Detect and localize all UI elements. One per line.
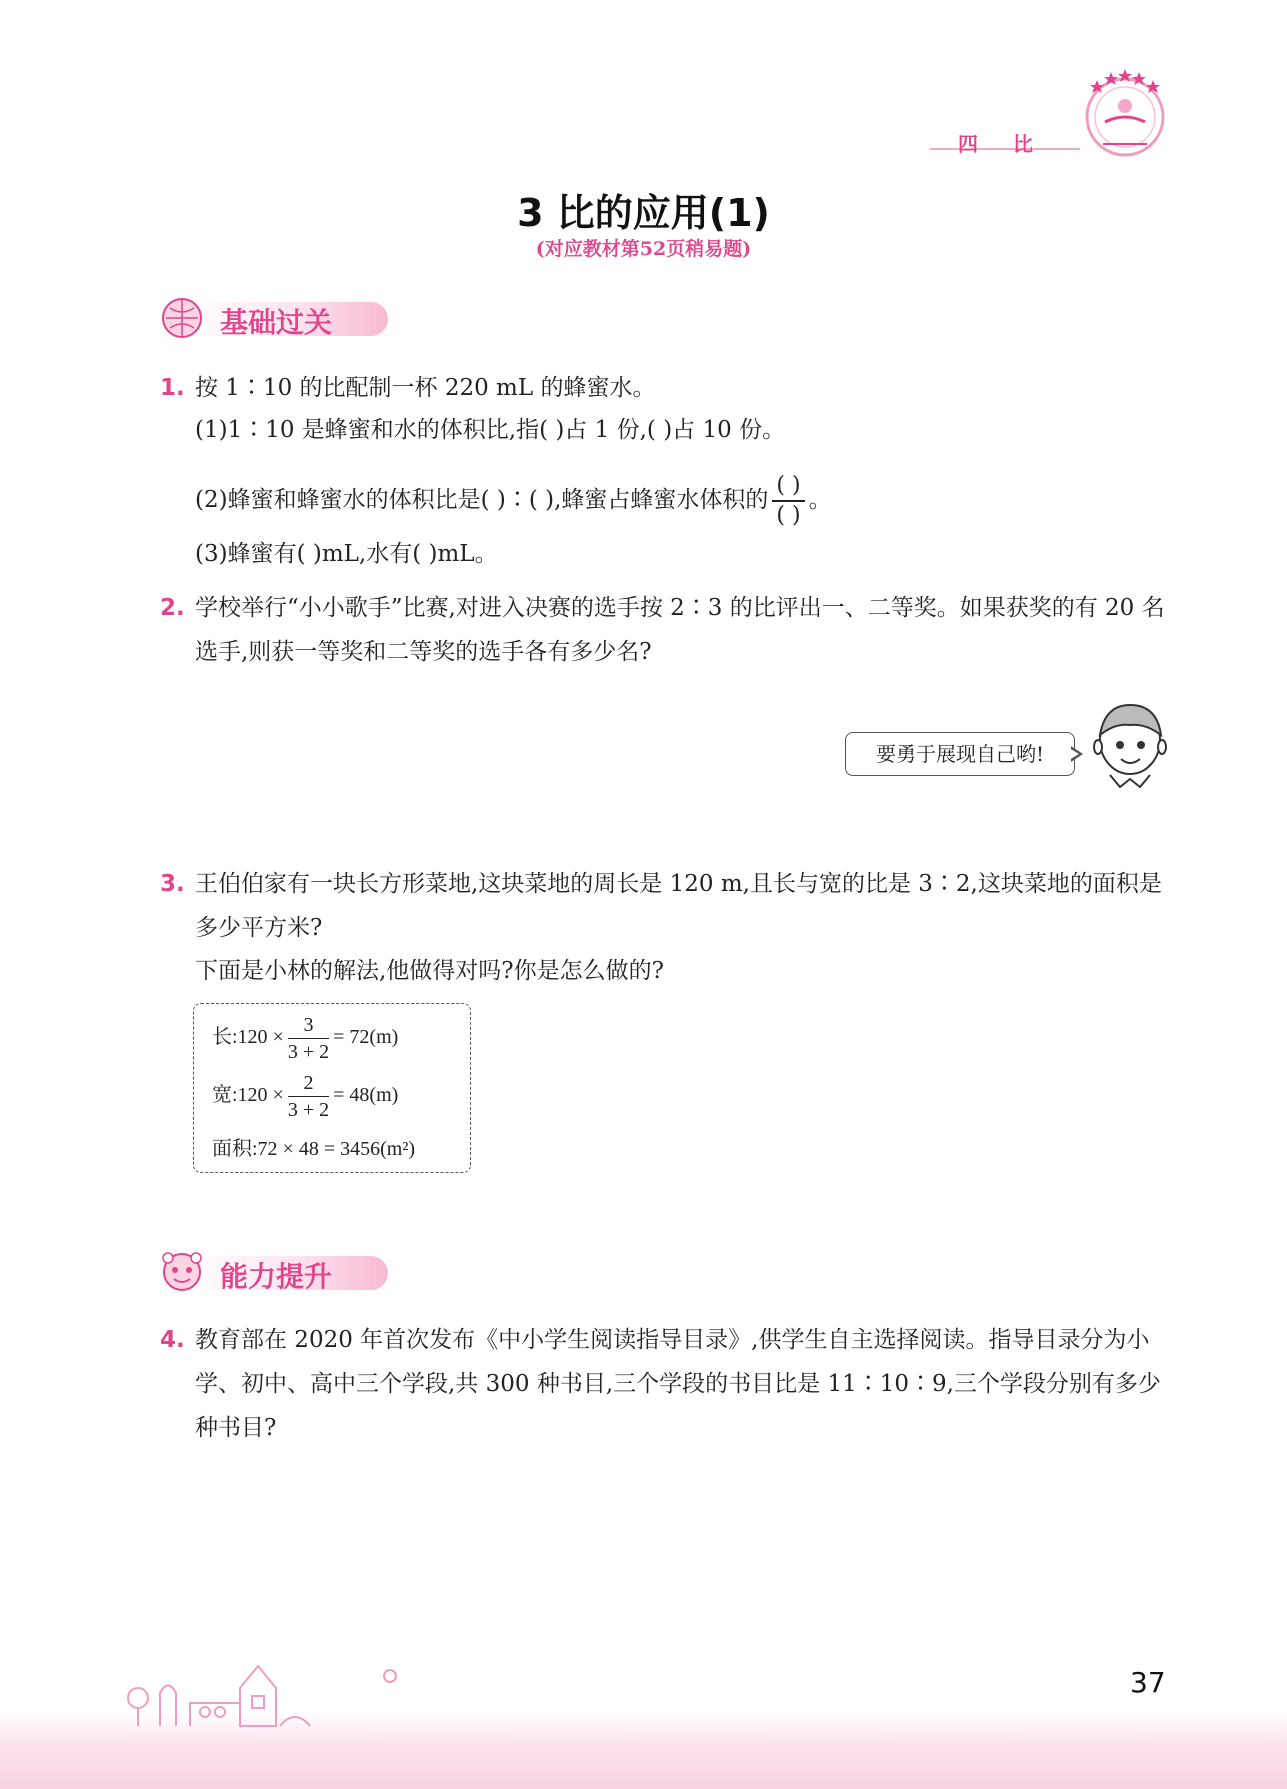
question-1-part-2 (195, 470, 832, 530)
speech-bubble-tail-inner (1069, 748, 1079, 760)
question-4 (0, 1318, 1287, 1458)
question-number: 2. (160, 595, 185, 621)
brand-seal-icon (1075, 62, 1175, 162)
section-title: 基础过关 (220, 306, 333, 339)
question-3 (0, 862, 1287, 952)
page-number: 37 (1130, 1666, 1166, 1699)
question-text: 学校举行“小小歌手”比赛,对进入决赛的选手按 2∶3 的比评出一、二等奖。如果获奖的有 20 名选手,则获一等奖和二等奖的选手各有多少名? (195, 595, 1165, 665)
fraction-numerator: 2 (288, 1070, 329, 1097)
part-2-text: (2)蜂蜜和蜂蜜水的体积比是( )∶( ),蜂蜜占蜂蜜水体积的 (195, 487, 769, 513)
page-subtitle: (对应教材第52页稍易题) (535, 238, 752, 260)
question-1 (0, 366, 1287, 410)
question-text: 王伯伯家有一块长方形菜地,这块菜地的周长是 120 m,且长与宽的比是 3∶2,这块菜地的面积是多少平方米? (195, 871, 1162, 941)
speech-bubble: 要勇于展现自己哟! (845, 732, 1075, 776)
fraction-numerator: ( ) (772, 472, 804, 502)
solution-width-line (212, 1070, 398, 1123)
boy-cartoon-icon (1085, 695, 1175, 795)
question-number: 3. (160, 871, 185, 897)
answer-fraction (772, 472, 804, 530)
solution-area-line: 面积:72 × 48 = 3456(m²) (212, 1138, 415, 1160)
globe-mascot-icon (160, 296, 204, 340)
chapter-label: 四 比 (958, 132, 1047, 156)
fraction-denominator: 3 + 2 (287, 1041, 330, 1063)
question-number: 4. (160, 1327, 185, 1353)
page-title: 3 比的应用(1) (517, 191, 770, 235)
solution-length-line (212, 1012, 398, 1065)
section-header-advanced (160, 1250, 400, 1294)
solution-text: = 72(m) (333, 1026, 399, 1049)
question-text: 按 1∶10 的比配制一杯 220 mL 的蜂蜜水。 (195, 375, 656, 401)
solution-text: 长:120 × (212, 1026, 284, 1049)
mascot-head-icon (160, 1250, 204, 1294)
question-text: 教育部在 2020 年首次发布《中小学生阅读指导目录》,供学生自主选择阅读。指导目录分为小学、初中、高中三个学段,共 300 种书目,三个学段的书目比是 11∶10∶9,三个学段分别有多少种书目? (195, 1327, 1161, 1441)
fraction-denominator: ( ) (776, 503, 801, 528)
town-illustration-icon (120, 1648, 440, 1728)
part-2-end: 。 (808, 487, 832, 513)
question-1-part-1: (1)1∶10 是蜂蜜和水的体积比,指( )占 1 份,( )占 10 份。 (195, 417, 786, 443)
solution-box (193, 1003, 471, 1173)
fraction-numerator: 3 (288, 1012, 329, 1039)
solution-text: 宽:120 × (212, 1084, 284, 1107)
section-title: 能力提升 (220, 1260, 333, 1293)
solution-text: = 48(m) (333, 1084, 399, 1107)
solution-fraction (288, 1070, 329, 1123)
section-header-basic (160, 296, 400, 340)
question-number: 1. (160, 375, 185, 401)
question-3-prompt: 下面是小林的解法,他做得对吗?你是怎么做的? (195, 958, 664, 984)
question-2 (0, 586, 1287, 676)
question-1-part-3: (3)蜂蜜有( )mL,水有( )mL。 (195, 541, 498, 567)
solution-fraction (288, 1012, 329, 1065)
fraction-denominator: 3 + 2 (287, 1099, 330, 1121)
